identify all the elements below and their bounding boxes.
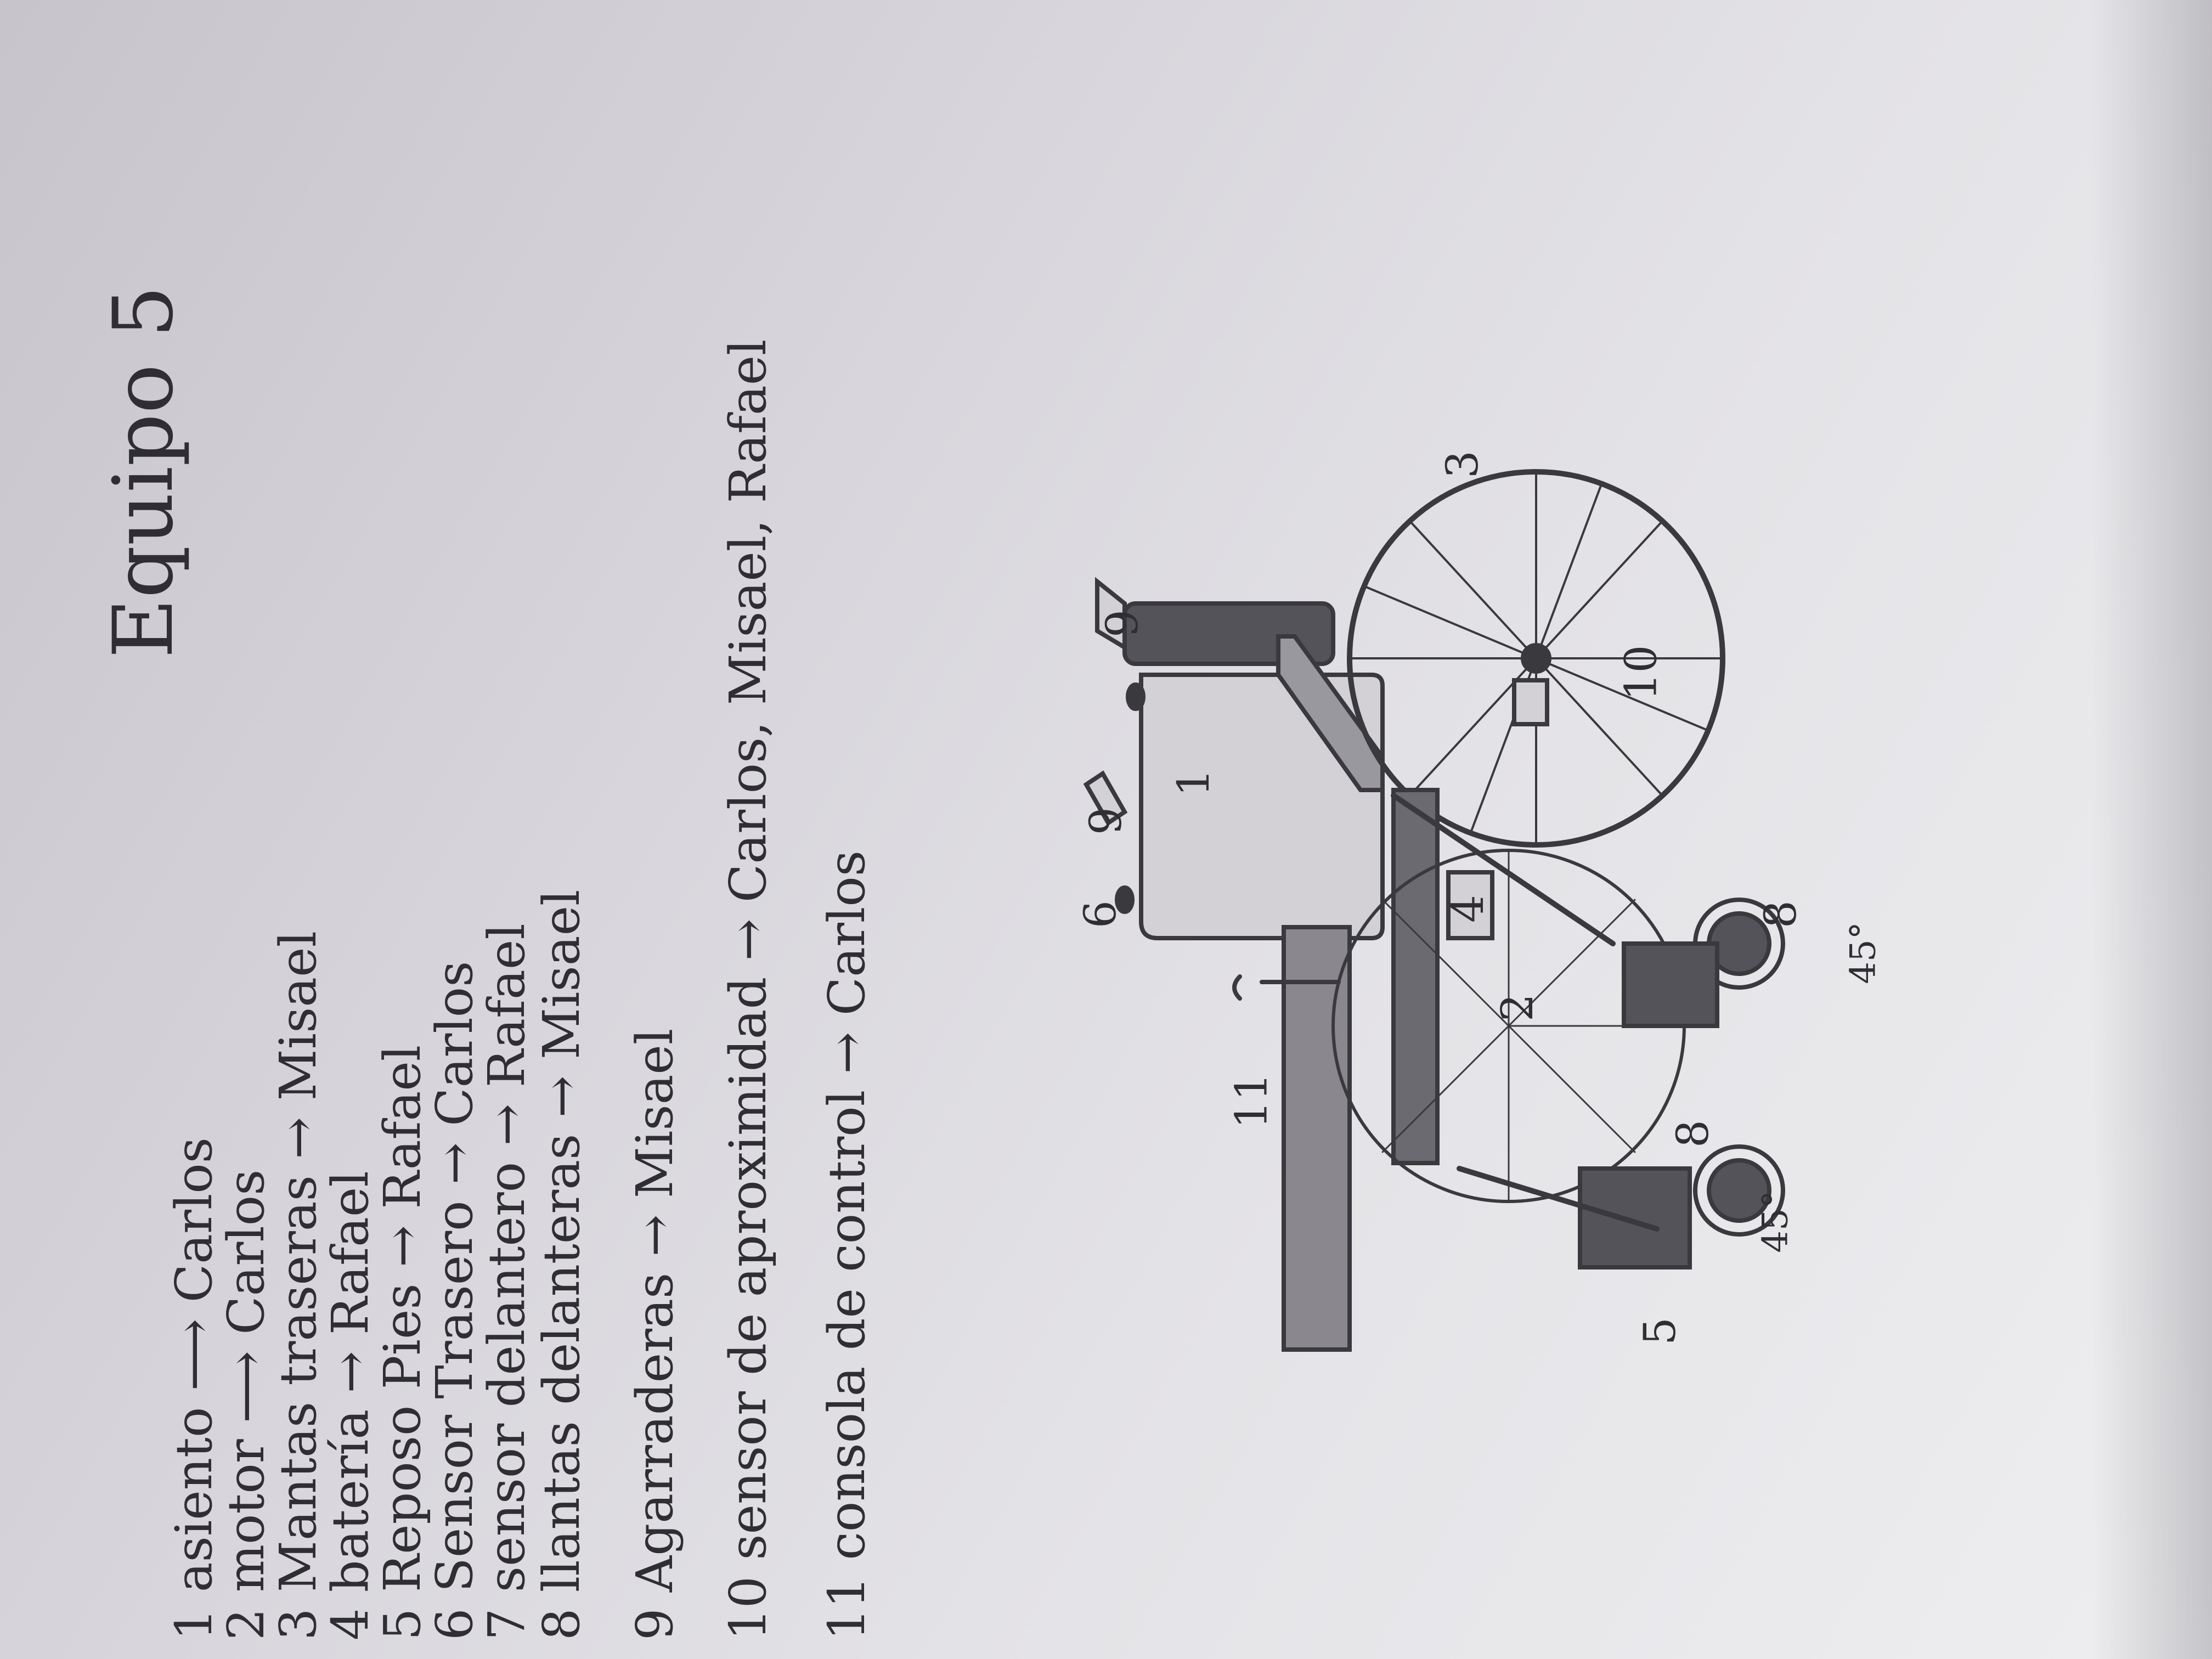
label-motor: 2 <box>1491 994 1543 1022</box>
page-title: Equipo 5 <box>96 285 191 658</box>
lower-frame <box>1284 927 1350 1350</box>
label-front-wheel-right: 8 <box>1754 900 1806 928</box>
list-item: 6 Sensor Trasero → Carlos <box>425 961 484 1640</box>
angle-left: 45° <box>1755 1190 1796 1253</box>
label-footrest: 5 <box>1634 1317 1685 1345</box>
rear-hub <box>1523 645 1549 672</box>
label-rear-wheel: 3 <box>1436 450 1488 478</box>
seat-cushion <box>1393 790 1437 1163</box>
list-item: 4 batería → Rafael <box>321 1171 380 1640</box>
list-item: 11 consola de control → Carlos <box>817 850 876 1640</box>
list-item: 10 sensor de aproximidad → Carlos, Misael, Rafael <box>719 339 777 1640</box>
label-front-wheel-left: 8 <box>1667 1120 1718 1148</box>
label-handle-top: 9 <box>1096 610 1148 637</box>
list-item: 7 sensor delantero → Rafael <box>477 923 536 1640</box>
angle-right: 45° <box>1843 922 1884 984</box>
label-proximity-sensor: 10 <box>1615 645 1667 701</box>
list-item: 8 llantas delanteras → Misael <box>532 889 591 1640</box>
list-item: 2 motor ⟶ Carlos <box>217 1169 275 1640</box>
label-seat: 1 <box>1167 769 1219 797</box>
console-box <box>1624 944 1717 1026</box>
label-console: 11 <box>1226 1073 1277 1129</box>
label-rear-sensor: 6 <box>1074 900 1126 928</box>
label-handle-mid: 9 <box>1080 807 1131 835</box>
label-battery: 4 <box>1442 895 1493 923</box>
console-knob <box>1234 977 1240 998</box>
footrest-box <box>1580 1169 1690 1267</box>
list-item: 9 Agarraderas → Misael <box>625 1028 684 1640</box>
rear-sensor-dot <box>1128 685 1143 709</box>
list-item: 1 asiento ⟶ Carlos <box>165 1137 223 1640</box>
list-item: 5 Reposo Pies → Rafael <box>373 1045 432 1640</box>
motor-box <box>1514 680 1547 724</box>
list-item: 3 Mantas traseras → Misael <box>269 930 328 1640</box>
